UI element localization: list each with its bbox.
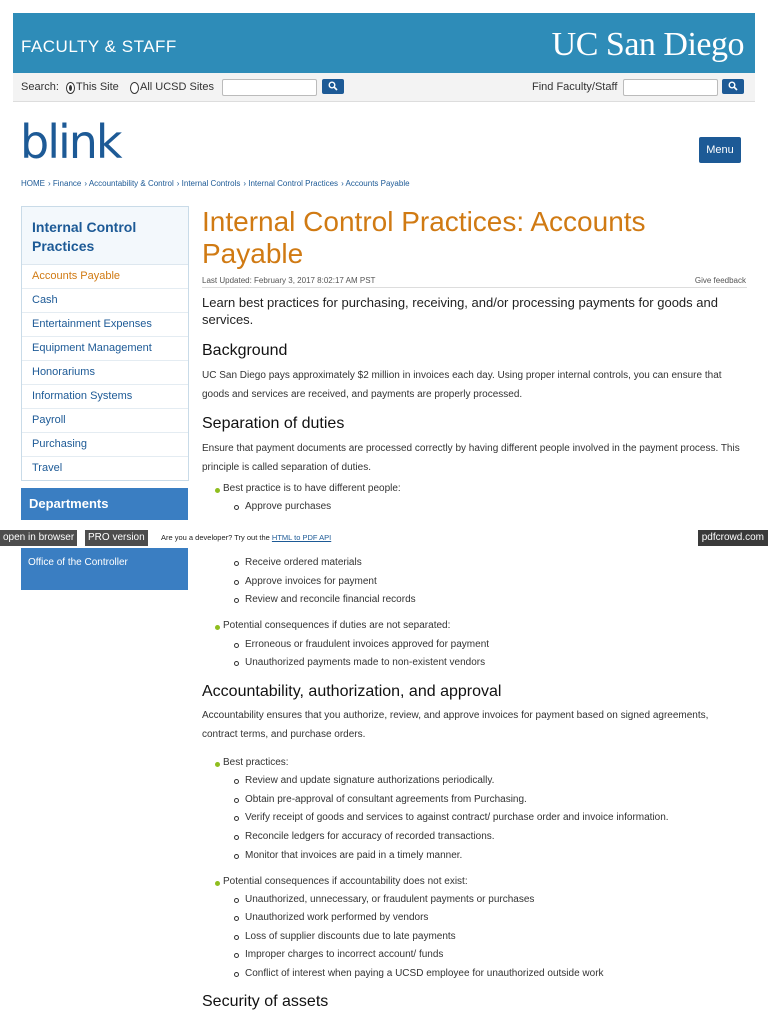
section-title-link[interactable]: FACULTY & STAFF (21, 37, 177, 56)
list-item: Improper charges to incorrect account/ funds (234, 949, 443, 960)
sidebar-heading[interactable]: Internal Control Practices (22, 207, 188, 265)
ucsd-logo[interactable]: UC San Diego (551, 26, 744, 63)
list-item: Verify receipt of goods and services to against contract/ purchase order and invoice information. (234, 812, 669, 823)
developer-text-prefix: Are you a developer? Try out the (161, 533, 272, 542)
find-faculty-input[interactable] (623, 79, 718, 96)
radio-this-site[interactable] (66, 82, 75, 94)
developer-text (161, 533, 331, 542)
lead-paragraph: Learn best practices for purchasing, receiving, and/or processing payments for goods and services. (202, 295, 718, 327)
list-item: Obtain pre-approval of consultant agreements from Purchasing. (234, 794, 527, 805)
last-updated: Last Updated: February 3, 2017 8:02:17 AM PST (202, 276, 376, 285)
radio-all-sites-label: All UCSD Sites (140, 81, 214, 93)
sidebar-item-accounts-payable[interactable]: Accounts Payable (22, 265, 188, 289)
breadcrumb-internal-controls[interactable]: Internal Controls (181, 179, 241, 188)
list-item: Loss of supplier discounts due to late payments (234, 931, 456, 942)
sidebar-item-payroll[interactable]: Payroll (22, 409, 188, 433)
sidebar-item-equipment[interactable]: Equipment Management (22, 337, 188, 361)
site-header (13, 13, 755, 73)
sidebar-item-purchasing[interactable]: Purchasing (22, 433, 188, 457)
sidebar-item-honorariums[interactable]: Honorariums (22, 361, 188, 385)
list-item: Unauthorized work performed by vendors (234, 912, 428, 923)
search-bar (13, 73, 755, 102)
menu-button[interactable]: Menu (699, 137, 741, 163)
give-feedback-link[interactable]: Give feedback (694, 276, 746, 285)
bullet-dot (215, 762, 220, 767)
pdfcrowd-bar (0, 530, 768, 546)
heading-accountability: Accountability, authorization, and approval (202, 683, 502, 700)
radio-all-sites[interactable] (130, 82, 139, 94)
sidebar-item-entertainment[interactable]: Entertainment Expenses (22, 313, 188, 337)
list-item: Receive ordered materials (234, 557, 362, 568)
find-faculty-label: Find Faculty/Staff (532, 81, 618, 93)
heading-security: Security of assets (202, 993, 329, 1010)
blink-logo[interactable]: blink (20, 115, 121, 169)
list-item: Conflict of interest when paying a UCSD employee for unauthorized outside work (234, 968, 604, 979)
bullet-dot (215, 488, 220, 493)
sidebar-item-travel[interactable]: Travel (32, 462, 63, 474)
list-item: Approve purchases (234, 501, 331, 512)
list-item: Monitor that invoices are paid in a timely manner. (234, 850, 462, 861)
heading-separation: Separation of duties (202, 415, 345, 432)
search-button[interactable] (322, 79, 344, 94)
html-to-pdf-link[interactable]: HTML to PDF API (271, 533, 332, 542)
separation-conseq-label: Potential consequences if duties are not separated: (223, 620, 451, 631)
list-item: Review and reconcile financial records (234, 594, 416, 605)
separation-text: Ensure that payment documents are processed correctly by having different people involved in the payment process. This principle is called separation of duties. (202, 443, 740, 473)
department-link-controller[interactable]: Office of the Controller (21, 548, 188, 590)
sidebar-item-information-systems[interactable]: Information Systems (22, 385, 188, 409)
page-title: Internal Control Practices: Accounts Payable (202, 206, 646, 269)
search-icon (328, 81, 338, 91)
departments-heading: Departments (21, 488, 188, 520)
list-item: Reconcile ledgers for accuracy of recorded transactions. (234, 831, 495, 842)
breadcrumb-accountability[interactable]: Accountability & Control (88, 179, 174, 188)
pro-version-button[interactable]: PRO version (85, 530, 148, 546)
list-item: Review and update signature authorizations periodically. (234, 775, 494, 786)
background-text: UC San Diego pays approximately $2 million in invoices each day. Using proper internal controls, you can ensure that goods and services are received, and payments are properly processed. (202, 370, 722, 400)
bullet-dot (215, 625, 220, 630)
list-item: Unauthorized, unnecessary, or fraudulent payments or purchases (234, 894, 534, 905)
pdfcrowd-brand[interactable]: pdfcrowd.com (698, 530, 768, 546)
heading-background: Background (202, 342, 288, 359)
breadcrumb-current: Accounts Payable (345, 179, 410, 188)
accountability-best-label: Best practices: (223, 757, 289, 768)
separation-best-label: Best practice is to have different people: (223, 483, 401, 494)
search-icon (728, 81, 738, 91)
search-input[interactable] (222, 79, 317, 96)
list-item: Unauthorized payments made to non-existent vendors (234, 657, 485, 668)
accountability-text: Accountability ensures that you authorize, review, and approve invoices for payment based on signed agreements, contract terms, and purchase orders. (202, 710, 709, 740)
bullet-dot (215, 881, 220, 886)
list-item: Erroneous or fraudulent invoices approved for payment (234, 639, 489, 650)
breadcrumb-practices[interactable]: Internal Control Practices (248, 179, 339, 188)
breadcrumb-finance[interactable]: Finance (52, 179, 82, 188)
search-label: Search: (21, 81, 59, 93)
sidebar-item-cash[interactable]: Cash (22, 289, 188, 313)
find-faculty-button[interactable] (722, 79, 744, 94)
accountability-conseq-label: Potential consequences if accountability does not exist: (223, 876, 468, 887)
breadcrumb: HOME › Finance › Accountability & Control › Internal Controls › Internal Control Practices › Accounts Payable (21, 179, 410, 188)
radio-this-site-label: This Site (76, 81, 119, 93)
divider (202, 287, 747, 288)
open-in-browser-button[interactable]: open in browser (0, 530, 77, 546)
list-item: Approve invoices for payment (234, 576, 377, 587)
breadcrumb-home[interactable]: HOME (21, 179, 45, 188)
sidebar-nav (21, 206, 189, 481)
